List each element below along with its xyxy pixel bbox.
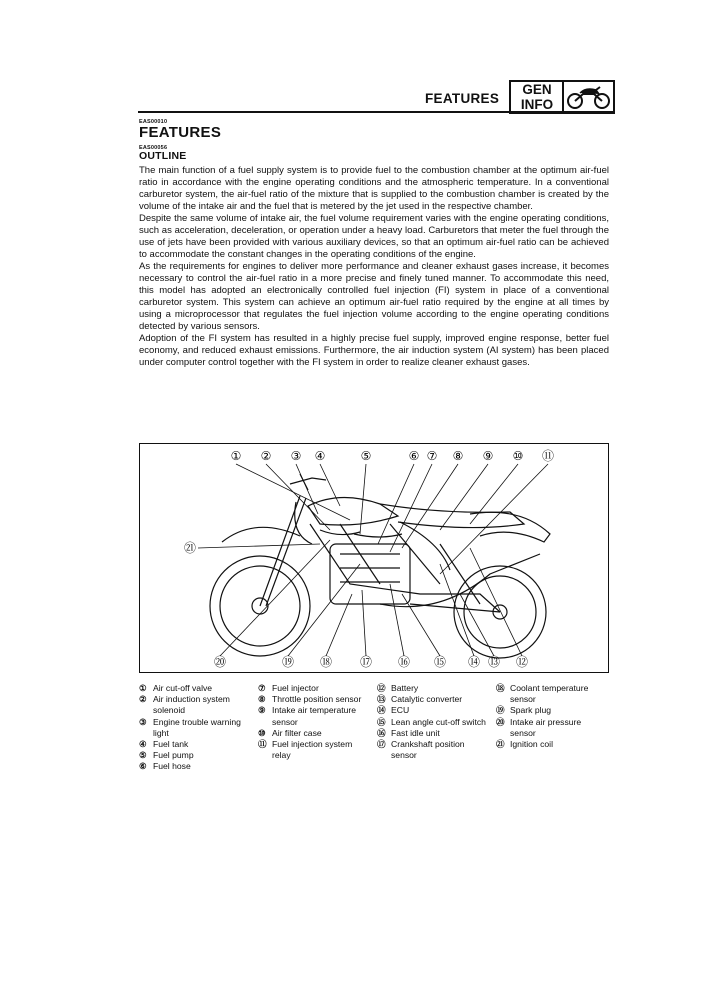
body-text bbox=[139, 165, 609, 369]
paragraph: Despite the same volume of intake air, the fuel volume requirement varies with the engine operating conditions, such as acceleration, deceleration, or operation under a heavy load. Carburetors that meter the fuel through the use of jets have been provided with various auxiliary devices, so that an optimum air-fuel ratio can be achieved to accommodate the constant changes in the operating conditions of the engine. bbox=[139, 213, 609, 260]
callout-1: ① bbox=[230, 449, 242, 463]
legend-item: ㉑ Ignition coil bbox=[496, 739, 553, 750]
callout-11: ⑪ bbox=[541, 449, 555, 463]
callout-10: ⑩ bbox=[512, 449, 524, 463]
legend-item: ⑧ Throttle position sensor bbox=[258, 694, 362, 705]
legend-item: ⑱ Coolant temperature sensor bbox=[496, 683, 589, 705]
legend-column-3 bbox=[377, 683, 491, 761]
callout-18: ⑱ bbox=[319, 655, 333, 669]
callout-15: ⑮ bbox=[433, 655, 447, 669]
callout-8: ⑧ bbox=[452, 449, 464, 463]
callout-5: ⑤ bbox=[360, 449, 372, 463]
callout-4: ④ bbox=[314, 449, 326, 463]
callout-6: ⑥ bbox=[408, 449, 420, 463]
legend-item: ⑭ ECU bbox=[377, 705, 410, 716]
legend-item: ⑰ Crankshaft position sensor bbox=[377, 739, 465, 761]
subsection-code: EAS00056 bbox=[139, 145, 168, 151]
callout-13: ⑬ bbox=[487, 655, 501, 669]
legend-item: ⑲ Spark plug bbox=[496, 705, 552, 716]
header-rule bbox=[138, 111, 615, 113]
legend-item: ⑬ Catalytic converter bbox=[377, 694, 463, 705]
callout-14: ⑭ bbox=[467, 655, 481, 669]
legend-item: ⑪ Fuel injection system relay bbox=[258, 739, 353, 761]
legend-item: ⑨ Intake air temperature sensor bbox=[258, 705, 357, 727]
section-code: EAS00010 bbox=[139, 119, 168, 125]
legend-item: ⑮ Lean angle cut-off switch bbox=[377, 716, 486, 727]
legend-item: ⑤ Fuel pump bbox=[139, 750, 194, 761]
gen-info-badge bbox=[509, 80, 615, 114]
paragraph: The main function of a fuel supply system is to provide fuel to the combustion chamber at the optimum air-fuel ratio in accordance with the engine operating conditions and the atmospheric temperature. In a conventional carburetor system, the air-fuel ratio of the mixture that is supplied to the combustion chamber is created by the volume of the intake air and the fuel that is metered by the jet used in the respective chamber. bbox=[139, 165, 609, 212]
callout-12: ⑫ bbox=[515, 655, 529, 669]
legend-item: ⑦ Fuel injector bbox=[258, 683, 319, 693]
callout-17: ⑰ bbox=[359, 655, 373, 669]
motorcycle-illustration bbox=[140, 444, 607, 671]
motorcycle-icon bbox=[566, 84, 612, 110]
subsection-title: OUTLINE bbox=[139, 150, 187, 162]
legend-column-2 bbox=[258, 683, 370, 761]
legend-item: ② Air induction system solenoid bbox=[139, 694, 230, 716]
badge-divider bbox=[562, 82, 564, 112]
paragraph: As the requirements for engines to deliver more performance and cleaner exhaust gases increase, it becomes necessary to control the air-fuel ratio in a more precise and finely tuned manner. To accommodate this need, this model has adopted an electronically controlled fuel injection (FI) system in place of a conventional carburetor system. This system can achieve an optimum air-fuel ratio required by the engine at all times by using a microprocessor that regulates the fuel injection volume according to the engine operating conditions detected by various sensors. bbox=[139, 261, 609, 332]
legend-item: ⑥ Fuel hose bbox=[139, 761, 191, 772]
motorcycle-diagram bbox=[139, 443, 609, 673]
legend-column-1 bbox=[139, 683, 251, 773]
legend-item: ⑫ Battery bbox=[377, 683, 419, 693]
legend-item: ⑩ Air filter case bbox=[258, 727, 322, 738]
legend-item: ⑳ Intake air pressure sensor bbox=[496, 716, 582, 738]
badge-line-1: GEN bbox=[522, 82, 552, 97]
section-title: FEATURES bbox=[139, 124, 222, 141]
callout-7: ⑦ bbox=[426, 449, 438, 463]
callout-16: ⑯ bbox=[397, 655, 411, 669]
callout-20: ⑳ bbox=[213, 655, 227, 669]
badge-line-2: INFO bbox=[520, 96, 554, 112]
paragraph: Adoption of the FI system has resulted in a highly precise fuel supply, improved engine response, better fuel economy, and reduced exhaust emissions. Furthermore, the air induction system (AI system) has been placed under computer control together with the FI system in order to realize cleaner exhaust gases. bbox=[139, 333, 609, 368]
callout-21: ㉑ bbox=[183, 541, 197, 555]
callout-19: ⑲ bbox=[281, 655, 295, 669]
callout-2: ② bbox=[260, 449, 272, 463]
header-title: FEATURES bbox=[425, 91, 500, 106]
legend-column-4 bbox=[496, 683, 608, 750]
legend-item: ③ Engine trouble warning light bbox=[139, 716, 241, 738]
legend-item: ⑯ Fast idle unit bbox=[377, 727, 440, 738]
legend-item: ① Air cut-off valve bbox=[139, 683, 213, 693]
callout-9: ⑨ bbox=[482, 449, 494, 463]
callout-3: ③ bbox=[290, 449, 302, 463]
legend-item: ④ Fuel tank bbox=[139, 739, 189, 750]
